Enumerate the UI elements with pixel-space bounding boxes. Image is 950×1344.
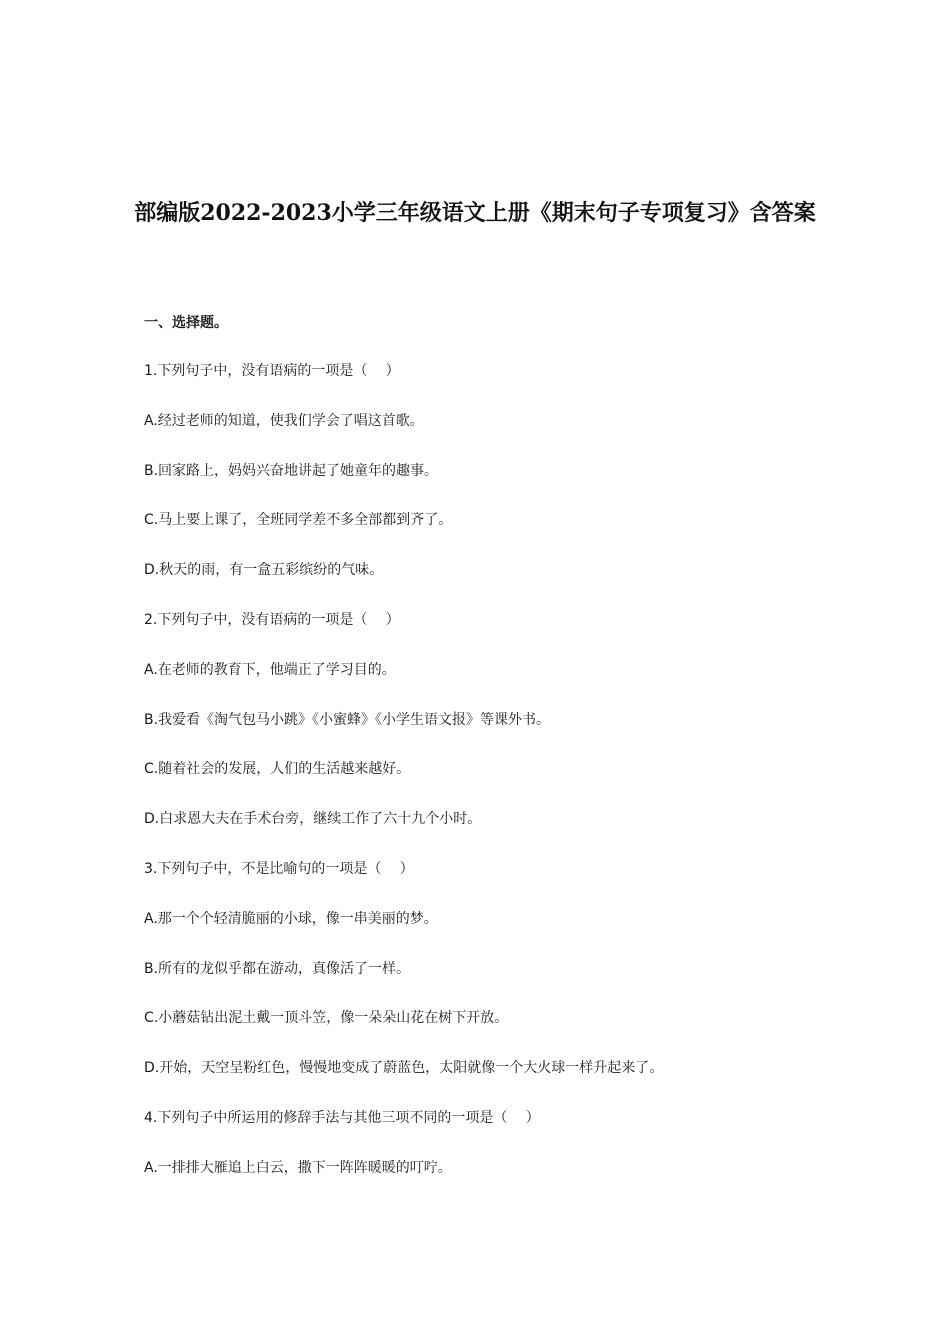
question-4-option-a: A.一排排大雁追上白云，撒下一阵阵暖暖的叮咛。 bbox=[144, 1159, 452, 1176]
section-heading: 一、选择题。 bbox=[144, 315, 228, 331]
document-title: 部编版2022-2023小学三年级语文上册《期末句子专项复习》含答案 bbox=[134, 200, 816, 226]
question-3-option-d: D.开始，天空呈粉红色，慢慢地变成了蔚蓝色，太阳就像一个大火球一样升起来了。 bbox=[144, 1060, 664, 1077]
question-2-option-b: B.我爱看《淘气包马小跳》《小蜜蜂》《小学生语文报》等课外书。 bbox=[144, 711, 551, 728]
question-2-option-a: A.在老师的教育下，他端正了学习目的。 bbox=[144, 661, 396, 678]
question-3-option-c: C.小蘑菇钻出泥土戴一顶斗笠，像一朵朵山花在树下开放。 bbox=[144, 1010, 509, 1027]
question-2-stem: 2.下列句子中，没有语病的一项是（ ） bbox=[144, 611, 400, 628]
question-1-option-d: D.秋天的雨，有一盒五彩缤纷的气味。 bbox=[144, 562, 384, 579]
question-1-option-a: A.经过老师的知道，使我们学会了唱这首歌。 bbox=[144, 412, 424, 429]
question-3-stem: 3.下列句子中，不是比喻句的一项是（ ） bbox=[144, 860, 414, 877]
question-1-option-c: C.马上要上课了，全班同学差不多全部都到齐了。 bbox=[144, 512, 453, 529]
question-3-option-a: A.那一个个轻清脆丽的小球，像一串美丽的梦。 bbox=[144, 910, 438, 927]
question-4-stem: 4.下列句子中所运用的修辞手法与其他三项不同的一项是（ ） bbox=[144, 1109, 540, 1126]
question-1-option-b: B.回家路上，妈妈兴奋地讲起了她童年的趣事。 bbox=[144, 462, 439, 479]
question-list bbox=[144, 360, 824, 1207]
question-1-stem: 1.下列句子中，没有语病的一项是（ ） bbox=[144, 363, 400, 379]
question-3-option-b: B.所有的龙似乎都在游动，真像活了一样。 bbox=[144, 960, 411, 977]
question-2-option-c: C.随着社会的发展，人们的生活越来越好。 bbox=[144, 761, 411, 778]
question-2-option-d: D.白求恩大夫在手术台旁，继续工作了六十九个小时。 bbox=[144, 811, 482, 828]
